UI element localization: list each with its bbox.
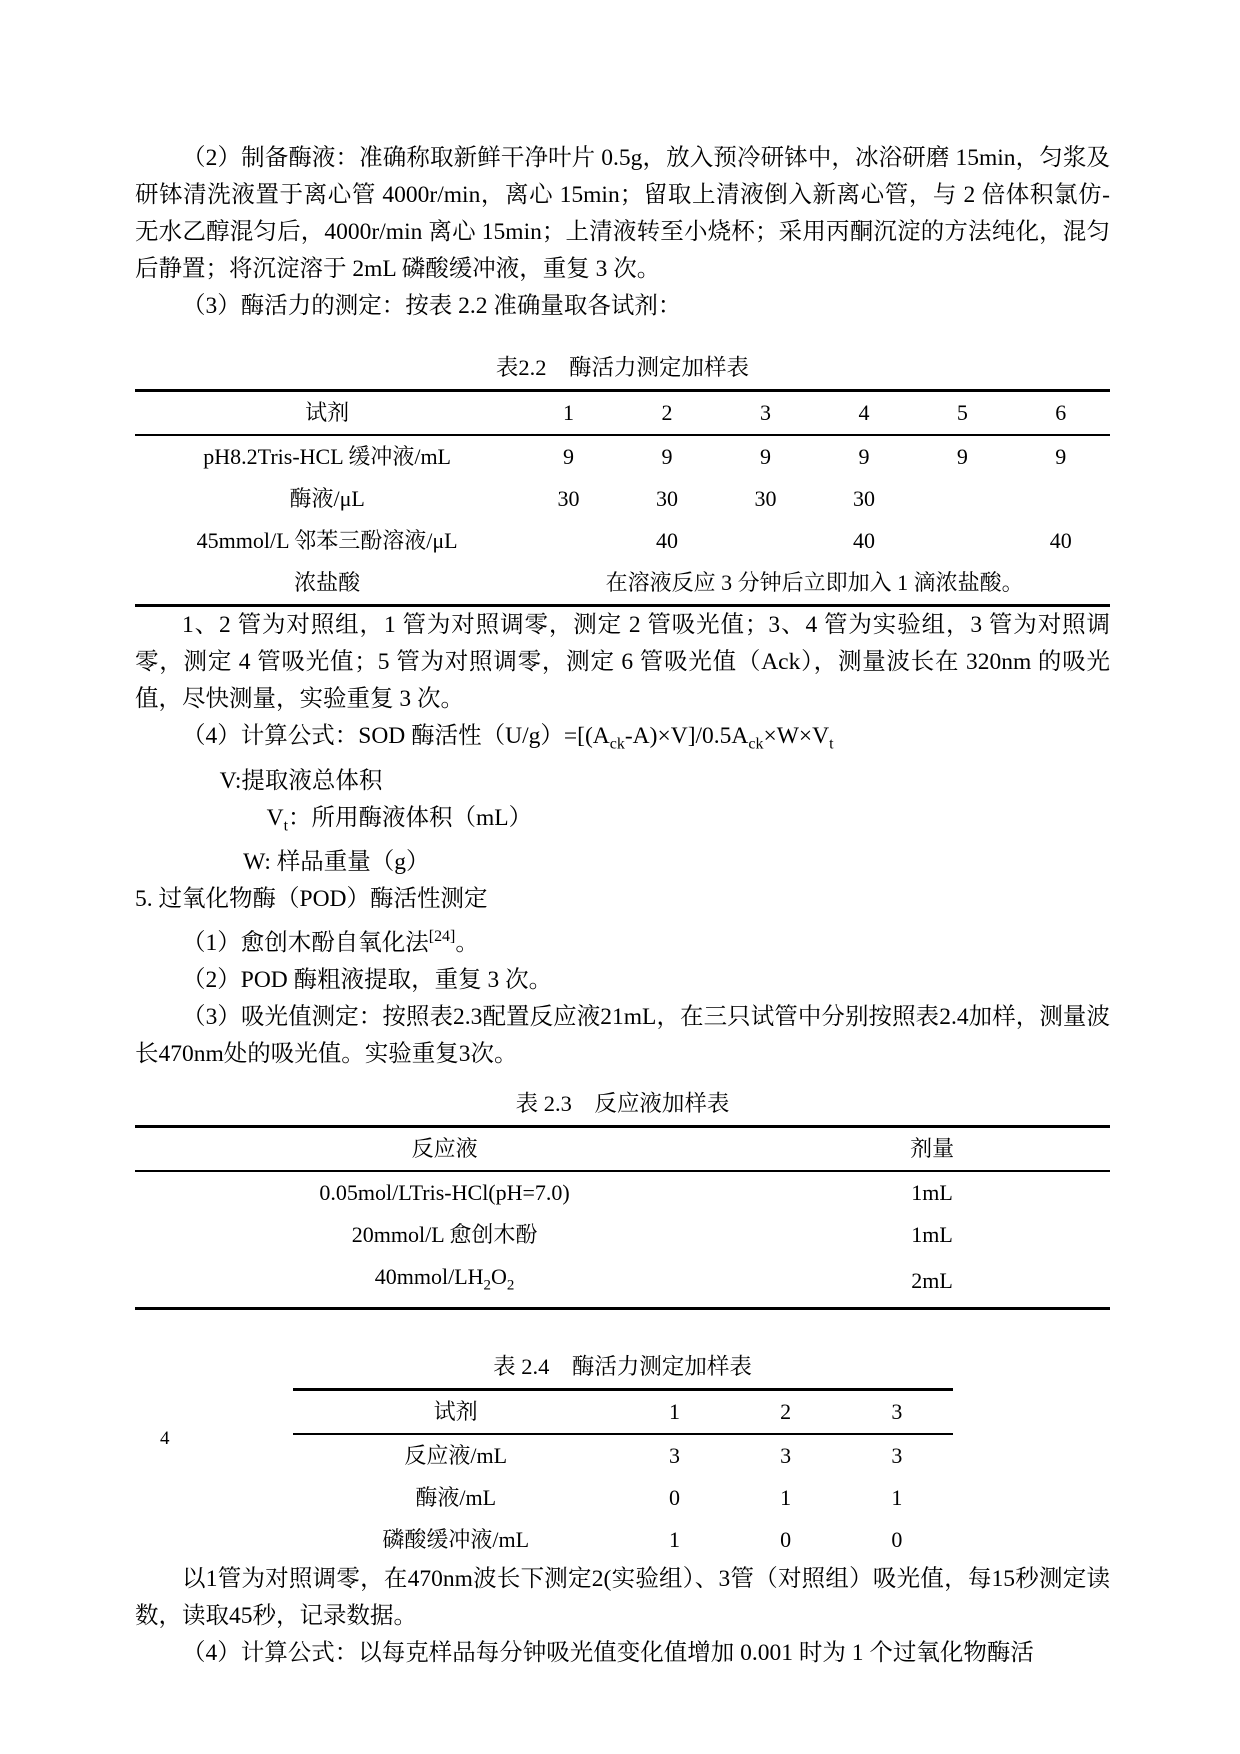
table-2-2-row-1-col-1: 30	[557, 486, 580, 511]
formula-sub-ck-2: ck	[748, 735, 764, 753]
pod-1-text: （1）愈创木酚自氧化法	[182, 930, 429, 957]
table-2-2-row-2-name: 45mmol/L 邻苯三酚溶液/μL	[196, 528, 458, 553]
table-2-4-header-2: 2	[780, 1398, 792, 1424]
table-2-2-row-0-col-5: 9	[956, 444, 968, 469]
formula-vt-sub: t	[283, 817, 289, 835]
formula-vt-symbol: V	[266, 804, 284, 831]
table-2-3-caption: 表 2.3 反应液加样表	[515, 1091, 730, 1117]
table-2-4-caption: 表 2.4 酶活力测定加样表	[493, 1353, 752, 1379]
table-row	[293, 1519, 953, 1561]
table-2-3-row-2-sub-o2: 2	[506, 1277, 515, 1294]
table-row	[135, 435, 1110, 478]
paragraph-pod-2: （2）POD 酶粗液提取，重复 3 次。	[182, 967, 553, 994]
spacer	[135, 1310, 1110, 1336]
table-2-4-row-0-col-1: 3	[668, 1442, 680, 1468]
formula-mid: -A)×V]/0.5A	[624, 723, 749, 749]
table-2-2-row-2-col-3	[716, 520, 815, 562]
table-2-4-row-1-name: 酶液/mL	[415, 1484, 497, 1510]
table-2-4-row-1-col-3: 1	[891, 1484, 903, 1510]
paragraph-pod-3: （3）吸光值测定：按照表2.3配置反应液21mL，在三只试管中分别按照表2.4加样，测量波长470nm处的吸光值。实验重复3次。	[135, 1004, 1110, 1068]
table-2-2-row-0-col-4: 9	[858, 444, 870, 469]
table-row	[135, 391, 1110, 436]
table-2-3	[135, 1125, 1110, 1309]
paragraph-pod-1	[135, 918, 1110, 962]
table-2-2-row-1-col-5	[913, 478, 1011, 520]
paragraph-tube-grouping: 1、2 管为对照组，1 管为对照调零，测定 2 管吸光值；3、4 管为实验组，3 管为对照调零，测定 4 管吸光值；5 管为对照调零，测定 6 管吸光值（Ack），测量波长在 320nm 的吸光值，尽快测量，实验重复 3 次。	[135, 612, 1110, 712]
table-2-2-row-1-col-6	[1011, 478, 1110, 520]
table-2-3-row-2-sub-h2: 2	[483, 1277, 492, 1294]
formula-vt-text: ：所用酶液体积（mL）	[288, 804, 533, 831]
formula-legend-vt	[135, 800, 1110, 845]
formula-tail: ×W×V	[763, 723, 830, 749]
table-2-2-row-3-name: 浓盐酸	[294, 570, 361, 595]
table-2-2-caption: 表2.2 酶活力测定加样表	[495, 355, 750, 380]
table-2-4-row-0-name: 反应液/mL	[404, 1442, 508, 1468]
table-2-4-header-1: 1	[668, 1398, 680, 1424]
table-2-2-row-1-col-2: 30	[656, 486, 679, 511]
table-row	[293, 1434, 953, 1477]
table-row	[135, 478, 1110, 520]
table-2-2-row-1-col-3: 30	[754, 486, 777, 511]
table-row	[293, 1477, 953, 1519]
table-2-2-row-2-col-6: 40	[1049, 528, 1072, 553]
table-2-4-row-2-col-2: 0	[780, 1526, 792, 1552]
pod-1-suffix: 。	[455, 930, 479, 957]
table-2-2-row-0-col-3: 9	[760, 444, 772, 469]
page-content	[135, 140, 1110, 1672]
table-row	[135, 562, 1110, 606]
table-2-2	[135, 389, 1110, 607]
table-2-3-row-2-name-mid: O	[491, 1264, 507, 1290]
table-row	[135, 1214, 1110, 1256]
formula-sod-activity	[135, 718, 1110, 763]
table-2-4	[293, 1388, 953, 1561]
formula-sub-t: t	[829, 735, 834, 753]
table-row	[293, 1389, 953, 1434]
table-row	[135, 1171, 1110, 1214]
formula-prefix: （4）计算公式：SOD 酶活性（U/g）=[(A	[182, 723, 610, 749]
table-2-4-header-reagent: 试剂	[433, 1398, 478, 1424]
table-row	[135, 1256, 1110, 1308]
table-row	[135, 520, 1110, 562]
section-heading-pod: 5. 过氧化物酶（POD）酶活性测定	[135, 886, 488, 913]
table-2-4-row-2-col-1: 1	[668, 1526, 680, 1552]
table-2-2-row-2-col-2: 40	[656, 528, 679, 553]
table-2-3-row-2-dose: 2mL	[911, 1268, 953, 1294]
table-2-4-row-2-name: 磷酸缓冲液/mL	[382, 1526, 530, 1552]
table-2-4-row-1-col-1: 0	[668, 1484, 680, 1510]
table-2-3-row-0-dose: 1mL	[911, 1180, 953, 1206]
table-2-2-header-5: 5	[956, 400, 968, 425]
formula-legend-v: V:提取液总体积	[219, 767, 383, 794]
table-2-4-wrapper	[293, 1388, 953, 1561]
table-2-4-row-2-col-3: 0	[891, 1526, 903, 1552]
table-2-2-row-0-col-6: 9	[1055, 444, 1067, 469]
table-2-3-row-1-name: 20mmol/L 愈创木酚	[351, 1222, 538, 1248]
formula-sub-ck-1: ck	[609, 735, 625, 753]
table-2-3-row-1-dose: 1mL	[911, 1222, 953, 1248]
table-2-2-row-1-col-4: 30	[853, 486, 876, 511]
table-2-2-row-2-col-4: 40	[853, 528, 876, 553]
table-2-3-row-2-name-pre: 40mmol/LH	[374, 1264, 484, 1290]
citation-reference-24: [24]	[428, 928, 456, 946]
table-2-2-row-0-col-1: 9	[563, 444, 575, 469]
table-2-2-row-2-col-1	[519, 520, 618, 562]
paragraph-pod-formula: （4）计算公式：以每克样品每分钟吸光值变化值增加 0.001 时为 1 个过氧化物酶活	[182, 1639, 1034, 1666]
table-2-2-header-1: 1	[563, 400, 575, 425]
table-2-2-header-reagent: 试剂	[305, 400, 350, 425]
page-number: 4	[160, 1428, 170, 1449]
table-2-4-row-0-col-2: 3	[780, 1442, 792, 1468]
table-2-3-header-reaction: 反应液	[411, 1136, 478, 1162]
table-2-2-header-6: 6	[1055, 400, 1067, 425]
table-2-4-header-3: 3	[891, 1398, 903, 1424]
table-2-2-row-2-col-5	[913, 520, 1011, 562]
paragraph-prepare-enzyme-solution: （2）制备酶液：准确称取新鲜干净叶片 0.5g，放入预冷研钵中，冰浴研磨 15min，匀浆及研钵清洗液置于离心管 4000r/min，离心 15min；留取上清液倒入新离心管，与 2 倍体积氯仿-无水乙醇混匀后，4000r/min 离心 15min；上清液转至小烧杯；采用丙酮沉淀的方法纯化，混匀后静置；将沉淀溶于 2mL 磷酸缓冲液，重复 3 次。	[135, 145, 1110, 282]
table-2-3-row-0-name: 0.05mol/LTris-HCl(pH=7.0)	[319, 1180, 570, 1206]
table-2-2-header-4: 4	[858, 400, 870, 425]
spacer	[135, 325, 1110, 337]
table-2-2-header-3: 3	[760, 400, 772, 425]
table-2-2-row-0-col-2: 9	[661, 444, 673, 469]
table-2-3-header-dose: 剂量	[910, 1136, 955, 1162]
table-2-4-row-0-col-3: 3	[891, 1442, 903, 1468]
table-2-2-row-0-name: pH8.2Tris-HCL 缓冲液/mL	[203, 444, 451, 469]
table-row	[135, 1127, 1110, 1172]
table-2-2-row-3-note: 在溶液反应 3 分钟后立即加入 1 滴浓盐酸。	[605, 570, 1024, 595]
table-2-2-header-2: 2	[661, 400, 673, 425]
table-2-3-row-2-name	[135, 1256, 754, 1308]
table-2-2-row-1-name: 酶液/μL	[289, 486, 365, 511]
table-2-4-row-1-col-2: 1	[780, 1484, 792, 1510]
paragraph-absorbance-reading: 以1管为对照调零，在470nm波长下测定2(实验组）、3管（对照组）吸光值，每15秒测定读数，读取45秒，记录数据。	[135, 1565, 1110, 1629]
paragraph-enzyme-activity-measurement: （3）酶活力的测定：按表 2.2 准确量取各试剂：	[182, 293, 682, 319]
formula-legend-w: W: 样品重量（g）	[243, 849, 430, 876]
